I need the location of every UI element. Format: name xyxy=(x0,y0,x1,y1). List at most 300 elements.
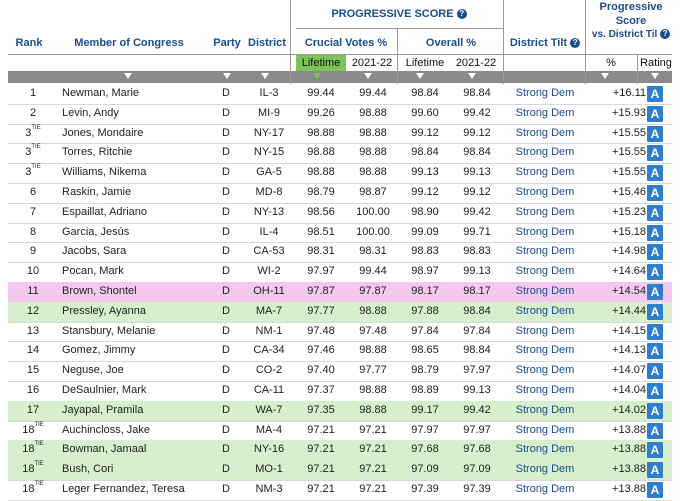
overall-header[interactable]: Overall % xyxy=(425,37,477,49)
overall-session-cell: 99.42 xyxy=(463,106,491,119)
overall-session-cell: 99.71 xyxy=(463,225,491,238)
crucial-session-cell: 100.00 xyxy=(356,225,390,238)
rank-cell xyxy=(18,223,48,243)
crucial-lifetime-cell: 98.88 xyxy=(307,146,335,159)
party-cell: D xyxy=(222,324,230,337)
district-cell: MI-9 xyxy=(258,106,280,119)
divider xyxy=(397,28,398,84)
score-diff-cell: +14.54 xyxy=(612,285,646,297)
rank-cell xyxy=(18,282,48,302)
rank-cell xyxy=(18,183,48,203)
overall-lifetime-cell: 98.97 xyxy=(411,265,439,278)
district-cell: WA-7 xyxy=(255,403,283,416)
district-tilt-cell: Strong Dem xyxy=(515,463,575,476)
prog-vs-line2: Score xyxy=(615,15,647,27)
progressive-score-heading xyxy=(296,8,502,20)
rating-badge[interactable]: A xyxy=(647,106,663,122)
member-name: Williams, Nikema xyxy=(62,166,147,179)
crucial-lifetime-cell: 97.40 xyxy=(307,364,335,377)
crucial-lifetime-cell: 97.37 xyxy=(307,384,335,396)
party-cell: D xyxy=(222,87,230,99)
rank-cell xyxy=(18,143,48,163)
rank-value: 10 xyxy=(26,265,40,278)
crucial-session-cell: 97.48 xyxy=(359,324,387,337)
district-tilt-cell: Strong Dem xyxy=(515,324,575,337)
district-cell: IL-4 xyxy=(259,225,279,238)
rank-cell xyxy=(18,460,48,480)
divider xyxy=(503,0,504,84)
crucial-session-cell: 98.88 xyxy=(359,384,387,396)
overall-lifetime-cell: 99.60 xyxy=(411,106,439,119)
rank-cell xyxy=(18,242,48,262)
overall-session-cell: 98.17 xyxy=(463,285,491,297)
table-row[interactable] xyxy=(8,302,672,322)
score-diff-cell: +15.18 xyxy=(612,225,646,238)
crucial-lifetime-cell: 97.46 xyxy=(307,344,335,357)
party-cell: D xyxy=(222,304,230,317)
table-row[interactable] xyxy=(8,341,672,361)
crucial-session-cell: 98.88 xyxy=(359,344,387,357)
info-icon[interactable]: ? xyxy=(660,29,670,39)
party-cell: D xyxy=(222,166,230,179)
overall-lifetime-cell: 97.39 xyxy=(411,483,439,495)
overall-lifetime-cell: 97.84 xyxy=(411,324,439,337)
tie-marker: TIE xyxy=(31,144,41,151)
overall-session-cell: 97.84 xyxy=(463,324,491,337)
district-tilt-cell: Strong Dem xyxy=(515,443,575,456)
overall-session-cell: 98.84 xyxy=(463,146,491,159)
sort-arrow-icon[interactable] xyxy=(223,73,231,79)
party-cell: D xyxy=(222,403,230,416)
crucial-lifetime-cell: 97.87 xyxy=(307,285,335,297)
crucial-session-cell: 99.44 xyxy=(359,87,387,99)
overall-lifetime-cell: 98.79 xyxy=(411,364,439,377)
rank-cell xyxy=(18,104,48,124)
rank-value: 17 xyxy=(26,403,40,416)
rank-value: 7 xyxy=(29,205,37,218)
tie-marker: TIE xyxy=(34,481,44,487)
tie-marker: TIE xyxy=(34,421,44,428)
sort-arrow-icon[interactable] xyxy=(601,73,609,79)
score-diff-cell: +15.55 xyxy=(612,146,646,159)
member-name: Stansbury, Melanie xyxy=(62,324,156,337)
rank-value: 18 xyxy=(22,423,35,436)
crucial-session-cell: 98.31 xyxy=(359,245,387,258)
crucial-session-cell: 98.87 xyxy=(359,186,387,198)
crucial-lifetime-cell: 97.77 xyxy=(307,304,335,317)
rating-badge[interactable]: A xyxy=(647,225,663,241)
rank-value: 14 xyxy=(26,344,40,357)
rank-value: 3 xyxy=(25,126,32,139)
rating-badge[interactable]: A xyxy=(647,462,663,478)
table-row[interactable] xyxy=(8,361,672,381)
rank-value: 9 xyxy=(29,245,37,258)
district-tilt-cell: Strong Dem xyxy=(515,205,575,218)
rank-cell xyxy=(18,440,48,460)
table-row[interactable] xyxy=(8,163,672,183)
member-name: Jones, Mondaire xyxy=(62,126,144,139)
member-name: Bush, Cori xyxy=(62,463,114,476)
party-cell: D xyxy=(222,384,230,396)
member-name: Garcia, Jesús xyxy=(62,225,130,238)
rank-cell xyxy=(18,203,48,223)
sort-arrow-icon[interactable] xyxy=(261,73,269,79)
table-row[interactable] xyxy=(8,282,672,302)
district-cell: CA-11 xyxy=(253,384,285,396)
member-name: Jacobs, Sara xyxy=(62,245,127,258)
tie-marker: TIE xyxy=(31,164,41,171)
divider xyxy=(290,0,291,84)
district-tilt-cell: Strong Dem xyxy=(515,87,575,99)
district-tilt-cell: Strong Dem xyxy=(515,126,575,139)
sort-arrow-icon[interactable] xyxy=(651,73,659,79)
overall-lifetime-cell: 99.13 xyxy=(411,166,439,179)
overall-lifetime-cell: 97.88 xyxy=(411,304,439,317)
district-tilt-cell: Strong Dem xyxy=(515,403,575,416)
rank-value: 3 xyxy=(25,166,32,179)
rating-badge[interactable]: A xyxy=(647,86,663,102)
score-diff-cell: +15.46 xyxy=(612,186,646,198)
score-diff-cell: +14.15 xyxy=(612,324,646,337)
rank-cell xyxy=(18,163,48,183)
score-diff-cell: +14.07 xyxy=(612,364,646,377)
table-row[interactable] xyxy=(8,262,672,282)
crucial-session-cell: 98.88 xyxy=(359,166,387,179)
sort-arrow-icon[interactable] xyxy=(416,73,424,79)
overall-session-cell: 98.84 xyxy=(463,344,491,357)
table-row[interactable] xyxy=(8,104,672,124)
party-cell: D xyxy=(222,443,230,456)
score-diff-cell: +13.88 xyxy=(612,423,646,436)
overall-lifetime-cell: 99.12 xyxy=(411,186,439,198)
score-diff-cell: +13.88 xyxy=(612,463,646,476)
party-cell: D xyxy=(222,364,230,377)
pct-subheader[interactable]: % xyxy=(606,57,616,69)
rating-badge[interactable]: A xyxy=(647,363,663,379)
overall-session-cell: 99.13 xyxy=(463,265,491,278)
rating-badge[interactable]: A xyxy=(647,343,663,359)
table-row[interactable] xyxy=(8,203,672,223)
score-diff-cell: +14.02 xyxy=(612,403,646,416)
prog-vs-line1: Progressive xyxy=(599,1,663,13)
overall-lifetime-cell: 97.97 xyxy=(411,423,439,436)
crucial-lifetime-cell: 97.35 xyxy=(307,403,335,416)
table-row[interactable] xyxy=(8,242,672,262)
party-cell: D xyxy=(222,344,230,357)
district-tilt-cell: Strong Dem xyxy=(515,483,575,495)
overall-session-cell: 98.83 xyxy=(463,245,491,258)
crucial-session-subheader[interactable]: 2021-22 xyxy=(351,57,393,69)
table-row[interactable] xyxy=(8,421,672,441)
crucial-lifetime-cell: 99.26 xyxy=(307,106,335,119)
overall-lifetime-cell: 98.89 xyxy=(411,384,439,396)
party-cell: D xyxy=(222,265,230,278)
district-cell: MO-1 xyxy=(255,463,283,476)
member-name: Espaillat, Adriano xyxy=(62,205,147,218)
rating-subheader[interactable]: Rating xyxy=(640,57,672,69)
table-row[interactable] xyxy=(8,124,672,144)
rating-badge[interactable]: A xyxy=(647,482,663,498)
district-cell: CA-34 xyxy=(253,344,285,357)
district-tilt-cell: Strong Dem xyxy=(515,265,575,278)
member-name: Pocan, Mark xyxy=(62,265,124,278)
district-cell: NM-3 xyxy=(255,483,283,495)
member-header[interactable]: Member of Congress xyxy=(74,37,184,49)
rank-cell xyxy=(18,84,48,104)
rank-cell xyxy=(18,421,48,441)
score-diff-cell: +14.64 xyxy=(612,265,646,278)
rank-cell xyxy=(18,262,48,282)
table-row[interactable] xyxy=(8,381,672,401)
table-row[interactable] xyxy=(8,480,672,500)
crucial-session-cell: 97.21 xyxy=(359,483,387,495)
table-row[interactable] xyxy=(8,223,672,243)
crucial-session-cell: 97.87 xyxy=(359,285,387,297)
member-name: Gomez, Jimmy xyxy=(62,344,136,357)
rank-value: 18 xyxy=(22,443,35,456)
party-cell: D xyxy=(222,146,230,159)
crucial-lifetime-cell: 98.88 xyxy=(307,126,335,139)
rating-badge[interactable]: A xyxy=(647,423,663,439)
overall-session-subheader[interactable]: 2021-22 xyxy=(455,57,497,69)
table-row[interactable] xyxy=(8,183,672,203)
rank-cell xyxy=(18,302,48,322)
crucial-lifetime-cell: 98.31 xyxy=(307,245,335,258)
sort-arrow-icon[interactable] xyxy=(124,73,132,79)
district-cell: IL-3 xyxy=(259,87,279,99)
rank-value: 16 xyxy=(26,384,40,396)
rank-value: 15 xyxy=(26,364,40,377)
overall-session-cell: 99.13 xyxy=(463,384,491,396)
district-tilt-header[interactable]: District Tilt xyxy=(509,37,568,49)
divider xyxy=(585,0,586,84)
crucial-session-cell: 97.77 xyxy=(359,364,387,377)
crucial-lifetime-cell: 97.97 xyxy=(307,265,335,278)
prog-vs-line3-wrap xyxy=(586,28,676,42)
divider xyxy=(8,54,672,55)
crucial-lifetime-cell: 98.88 xyxy=(307,166,335,179)
info-icon[interactable]: ? xyxy=(457,9,467,19)
crucial-session-cell: 97.21 xyxy=(359,463,387,476)
district-cell: NM-1 xyxy=(255,324,283,337)
rank-cell xyxy=(18,480,48,500)
rating-badge[interactable]: A xyxy=(647,264,663,280)
district-cell: CO-2 xyxy=(255,364,283,377)
crucial-lifetime-cell: 97.21 xyxy=(307,463,335,476)
overall-session-cell: 98.84 xyxy=(463,87,491,99)
crucial-votes-header[interactable]: Crucial Votes % xyxy=(304,37,388,49)
member-name: Raskin, Jamie xyxy=(62,186,132,198)
crucial-session-cell: 98.88 xyxy=(359,403,387,416)
district-tilt-cell: Strong Dem xyxy=(515,304,575,317)
rating-badge[interactable]: A xyxy=(647,284,663,300)
overall-lifetime-cell: 98.65 xyxy=(411,344,439,357)
score-diff-cell: +14.98 xyxy=(612,245,646,258)
party-cell: D xyxy=(222,106,230,119)
table-row[interactable] xyxy=(8,84,672,104)
party-cell: D xyxy=(222,423,230,436)
member-name: Bowman, Jamaal xyxy=(62,443,147,456)
score-diff-cell: +13.88 xyxy=(612,443,646,456)
rank-value: 12 xyxy=(26,304,40,317)
rank-cell xyxy=(18,322,48,342)
rank-value: 2 xyxy=(29,106,37,119)
divider xyxy=(637,55,638,84)
member-name: Neguse, Joe xyxy=(62,364,124,377)
district-tilt-cell: Strong Dem xyxy=(515,245,575,258)
member-name: Torres, Ritchie xyxy=(62,146,133,159)
rating-badge[interactable]: A xyxy=(647,304,663,320)
district-tilt-cell: Strong Dem xyxy=(515,344,575,357)
overall-lifetime-cell: 98.84 xyxy=(411,87,439,99)
crucial-lifetime-cell: 97.21 xyxy=(307,443,335,456)
crucial-session-cell: 97.21 xyxy=(359,423,387,436)
overall-session-cell: 97.09 xyxy=(463,463,491,476)
member-name: Jayapal, Pramila xyxy=(62,403,144,416)
sort-arrow-icon[interactable] xyxy=(468,73,476,79)
overall-session-cell: 97.68 xyxy=(463,443,491,456)
rank-value: 1 xyxy=(29,87,37,99)
overall-lifetime-cell: 99.12 xyxy=(411,126,439,139)
district-cell: NY-15 xyxy=(253,146,285,159)
overall-session-cell: 97.97 xyxy=(463,423,491,436)
score-diff-cell: +15.55 xyxy=(612,166,646,179)
district-cell: MA-7 xyxy=(255,304,283,317)
district-tilt-cell: Strong Dem xyxy=(515,146,575,159)
score-diff-cell: +13.88 xyxy=(612,483,646,495)
score-diff-cell: +14.44 xyxy=(612,304,646,317)
district-tilt-cell: Strong Dem xyxy=(515,285,575,297)
table-row[interactable] xyxy=(8,460,672,480)
score-diff-cell: +16.11 xyxy=(612,87,646,99)
overall-lifetime-cell: 99.09 xyxy=(411,225,439,238)
sort-arrow-icon[interactable] xyxy=(313,73,321,79)
party-cell: D xyxy=(222,483,230,495)
rating-badge[interactable]: A xyxy=(647,126,663,142)
party-header[interactable]: Party xyxy=(213,37,241,49)
crucial-lifetime-cell: 99.44 xyxy=(307,87,335,99)
member-name: Auchincloss, Jake xyxy=(62,423,151,436)
rank-cell xyxy=(18,401,48,421)
party-cell: D xyxy=(222,186,230,198)
district-tilt-cell: Strong Dem xyxy=(515,186,575,198)
overall-session-cell: 99.13 xyxy=(463,166,491,179)
district-cell: MA-4 xyxy=(255,423,283,436)
sort-arrow-row xyxy=(8,71,672,83)
overall-session-cell: 99.42 xyxy=(463,205,491,218)
divider xyxy=(296,28,503,29)
district-tilt-cell: Strong Dem xyxy=(515,364,575,377)
rank-value: 8 xyxy=(29,225,37,238)
progressive-score-label: PROGRESSIVE SCORE xyxy=(331,8,454,20)
crucial-lifetime-subheader[interactable] xyxy=(296,55,346,71)
overall-session-cell: 99.42 xyxy=(463,403,491,416)
rating-badge[interactable]: A xyxy=(647,442,663,458)
tie-marker: TIE xyxy=(34,461,44,468)
district-cell: CA-53 xyxy=(253,245,285,258)
member-name: Pressley, Ayanna xyxy=(62,304,146,317)
crucial-lifetime-cell: 97.48 xyxy=(307,324,335,337)
rank-value: 6 xyxy=(29,186,37,198)
crucial-session-cell: 98.88 xyxy=(359,106,387,119)
district-tilt-cell: Strong Dem xyxy=(515,166,575,179)
overall-lifetime-cell: 98.17 xyxy=(411,285,439,297)
prog-vs-line3: vs. District Til xyxy=(591,29,658,40)
lifetime-label: Lifetime xyxy=(301,57,341,69)
rating-badge[interactable]: A xyxy=(647,403,663,419)
overall-session-cell: 99.12 xyxy=(463,126,491,139)
rating-badge[interactable]: A xyxy=(647,244,663,260)
rank-cell xyxy=(18,124,48,144)
district-tilt-heading xyxy=(504,37,586,49)
member-name: Newman, Marie xyxy=(62,87,140,99)
overall-lifetime-cell: 98.90 xyxy=(411,205,439,218)
rank-header[interactable]: Rank xyxy=(15,37,43,49)
district-cell: MD-8 xyxy=(255,186,283,198)
district-tilt-cell: Strong Dem xyxy=(515,106,575,119)
party-cell: D xyxy=(222,205,230,218)
rank-value: 11 xyxy=(27,285,39,297)
rating-badge[interactable]: A xyxy=(647,165,663,181)
crucial-session-cell: 98.88 xyxy=(359,146,387,159)
district-cell: GA-5 xyxy=(256,166,282,179)
info-icon[interactable]: ? xyxy=(570,38,580,48)
score-diff-cell: +14.04 xyxy=(612,384,646,396)
overall-session-cell: 97.97 xyxy=(463,364,491,377)
rank-cell xyxy=(18,361,48,381)
overall-lifetime-subheader[interactable]: Lifetime xyxy=(405,57,445,69)
overall-session-cell: 98.84 xyxy=(463,304,491,317)
rank-value: 18 xyxy=(22,463,35,476)
district-tilt-cell: Strong Dem xyxy=(515,423,575,436)
overall-lifetime-cell: 98.83 xyxy=(411,245,439,258)
tie-marker: TIE xyxy=(34,441,44,448)
score-diff-cell: +14.13 xyxy=(612,344,646,357)
crucial-lifetime-cell: 98.56 xyxy=(307,205,335,218)
member-name: DeSaulnier, Mark xyxy=(62,384,147,396)
party-cell: D xyxy=(222,463,230,476)
table-row[interactable] xyxy=(8,143,672,163)
overall-lifetime-cell: 98.84 xyxy=(411,146,439,159)
district-cell: OH-11 xyxy=(253,285,285,297)
overall-session-cell: 97.39 xyxy=(463,483,491,495)
rank-cell xyxy=(18,341,48,361)
district-header[interactable]: District xyxy=(248,37,286,49)
table-row[interactable] xyxy=(8,440,672,460)
rating-badge[interactable]: A xyxy=(647,185,663,201)
crucial-lifetime-cell: 98.79 xyxy=(307,186,335,198)
sort-arrow-icon[interactable] xyxy=(364,73,372,79)
overall-lifetime-cell: 97.09 xyxy=(411,463,439,476)
party-cell: D xyxy=(222,285,230,297)
rating-badge[interactable]: A xyxy=(647,145,663,161)
overall-session-cell: 99.12 xyxy=(463,186,491,198)
member-name: Leger Fernandez, Teresa xyxy=(62,483,185,495)
crucial-session-cell: 98.88 xyxy=(359,304,387,317)
overall-lifetime-cell: 99.17 xyxy=(411,403,439,416)
district-cell: WI-2 xyxy=(257,265,281,278)
score-diff-cell: +15.23 xyxy=(612,205,646,218)
table-row[interactable] xyxy=(8,401,672,421)
rating-badge[interactable]: A xyxy=(647,324,663,340)
table-row[interactable] xyxy=(8,322,672,342)
rating-badge[interactable]: A xyxy=(647,205,663,221)
score-diff-cell: +15.93 xyxy=(612,106,646,119)
member-name: Brown, Shontel xyxy=(62,285,137,297)
district-cell: NY-16 xyxy=(253,443,285,456)
rank-value: 3 xyxy=(25,146,32,159)
rating-badge[interactable]: A xyxy=(647,383,663,399)
